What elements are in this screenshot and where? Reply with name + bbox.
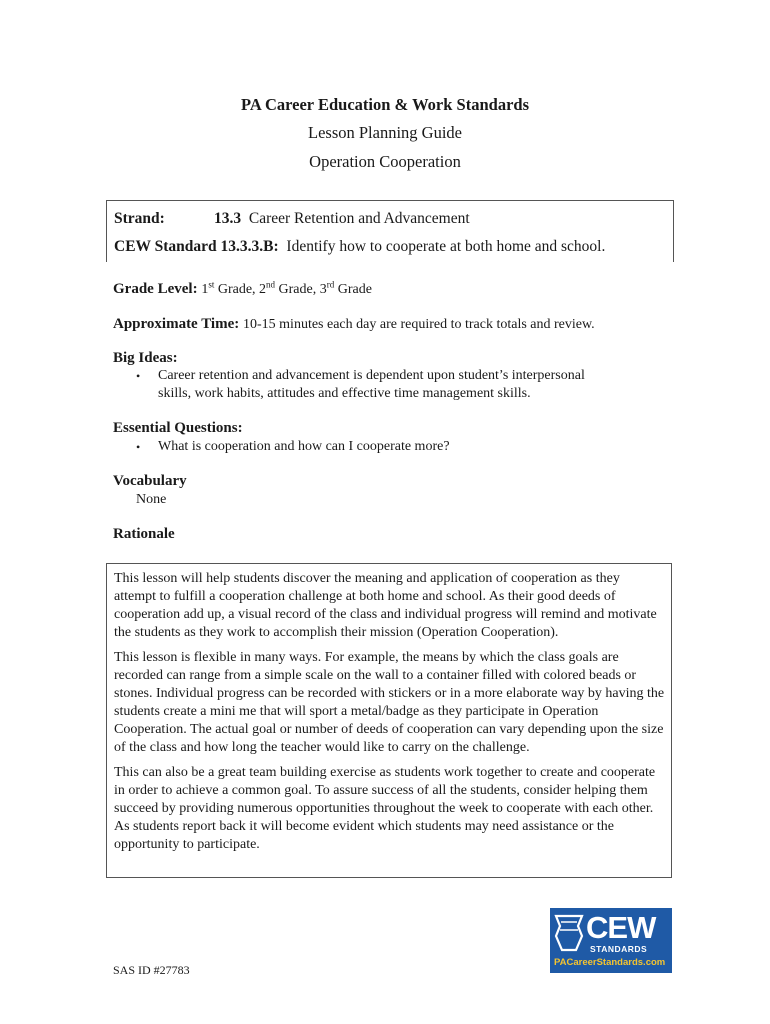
list-item-line: What is cooperation and how can I cooperate more?	[158, 439, 450, 454]
grade-level-value: 1st Grade, 2nd Grade, 3rd Grade	[201, 279, 372, 297]
rationale-paragraph: This lesson will help students discover the meaning and application of cooperation as they attempt to fulfill a cooperation challenge at both home and school. As their good deeds of cooperation add up, a visual record of the class and individual progress will remind and motivate the students as they work to accomplish their mission (Operation Cooperation).	[114, 571, 657, 640]
title-block	[0, 94, 770, 173]
approximate-time-label: Approximate Time:	[113, 316, 240, 332]
lesson-name: Operation Cooperation	[309, 152, 461, 171]
vocabulary-heading: Vocabulary	[113, 473, 187, 489]
document-title: PA Career Education & Work Standards	[240, 95, 530, 114]
document-subtitle: Lesson Planning Guide	[308, 123, 462, 142]
list-item-line: skills, work habits, attitudes and effective time management skills.	[158, 386, 531, 401]
standard-label: CEW Standard 13.3.3.B:	[114, 238, 279, 255]
list-item	[136, 438, 450, 456]
strand-box	[106, 200, 674, 262]
rationale-heading: Rationale	[113, 526, 175, 542]
essential-questions-heading: Essential Questions:	[113, 420, 243, 436]
rationale-paragraph: This can also be a great team building exercise as students work together to create and cooperate in order to achieve a common goal. To assure success of all the students, consider helping them succeed by providing numerous opportunities throughout the week to cooperate with each other. As students report back it will become evident which students may need assistance or the opportunity to participate.	[114, 765, 656, 852]
standard-row	[114, 237, 605, 257]
cew-logo	[550, 908, 672, 973]
vocabulary-text: None	[136, 492, 167, 507]
essential-questions-list	[136, 438, 450, 456]
logo-tagline: STANDARDS	[590, 944, 648, 954]
strand-label: Strand:	[114, 210, 165, 227]
sas-id: SAS ID #27783	[113, 963, 190, 977]
standard-text: Identify how to cooperate at both home and school.	[286, 238, 606, 255]
logo-mark: CEW	[586, 910, 656, 945]
grade-level-label: Grade Level:	[113, 281, 198, 297]
grade-level	[113, 279, 372, 300]
rationale-paragraph: This lesson is flexible in many ways. For example, the means by which the class goals are recorded can range from a simple scale on the wall to a container filled with colored beads or stones. Individual progress can be recorded with stickers or in a more elaborate way by having the students create a mini me that will sport a metal/badge as they participate in Operation Cooperation. The actual goal or number of deeds of cooperation can vary depending upon the size of the class and how long the teacher would like to carry on the challenge.	[114, 650, 665, 755]
strand-name: Career Retention and Advancement	[248, 210, 470, 227]
strand-code: 13.3	[214, 210, 242, 227]
strand-row	[114, 209, 470, 229]
rationale-box	[106, 563, 672, 878]
big-ideas-heading: Big Ideas:	[113, 350, 178, 366]
list-item-line: Career retention and advancement is dependent upon student’s interpersonal	[158, 368, 585, 383]
list-item	[136, 367, 585, 403]
big-ideas-list	[136, 367, 585, 403]
approximate-time-text: 10-15 minutes each day are required to track totals and review.	[243, 317, 595, 332]
logo-url: PACareerStandards.com	[554, 957, 666, 968]
keystone-icon	[554, 914, 584, 952]
bullet-icon: •	[136, 440, 141, 454]
approximate-time	[113, 314, 595, 335]
bullet-icon: •	[136, 369, 141, 383]
